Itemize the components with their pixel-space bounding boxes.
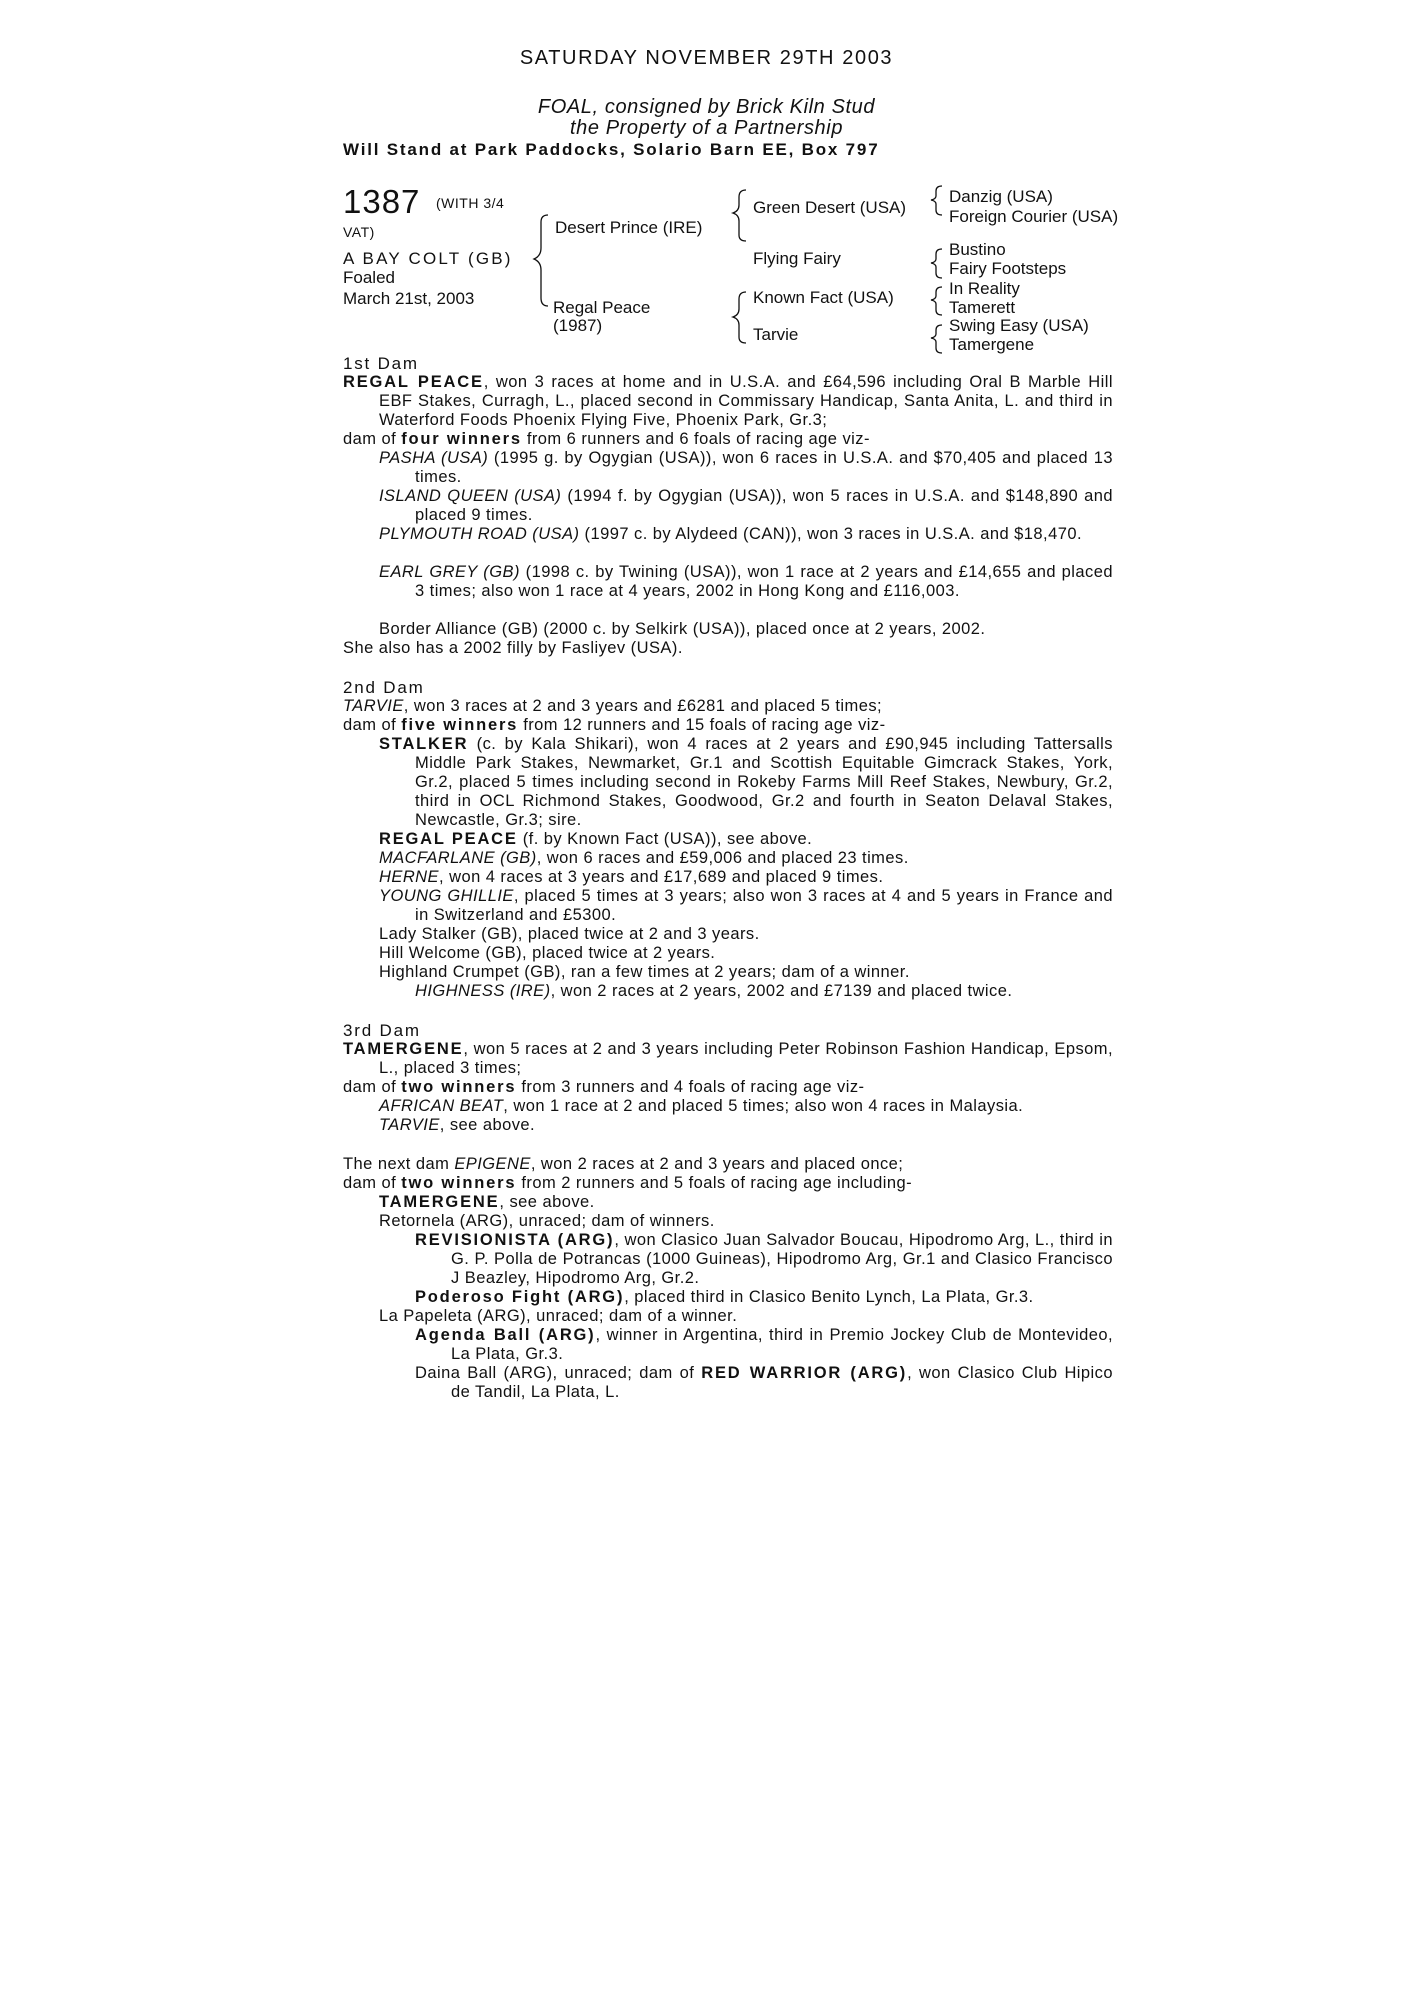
sd-sire: Bustino	[949, 240, 1006, 259]
brace-sire	[733, 190, 746, 241]
first-dam-record: REGAL PEACE, won 3 races at home and in U.S.A. and £64,596 including Oral B Marble Hill EBF Stakes, Curragh, L., placed second in Commissary Handicap, Santa Anita, L. and third in Waterford Foods Phoenix Flying Five, Phoenix Park, Gr.3;	[343, 373, 1113, 429]
list-item: PLYMOUTH ROAD (USA) (1997 c. by Alydeed (CAN)), won 3 races in U.S.A. and $18,470.	[379, 525, 1082, 543]
third-dam-heading: 3rd Dam	[343, 1021, 421, 1040]
consignor-line: FOAL, consigned by Brick Kiln Stud	[537, 96, 876, 118]
list-item: Daina Ball (ARG), unraced; dam of RED WARRIOR (ARG), won Clasico Club Hipico de Tandil, La Plata, L.	[415, 1364, 1113, 1401]
brace-sd	[931, 249, 942, 278]
stand-location: Will Stand at Park Paddocks, Solario Barn EE, Box 797	[343, 140, 880, 159]
first-dam-heading: 1st Dam	[343, 354, 419, 373]
list-item: Hill Welcome (GB), placed twice at 2 years.	[379, 944, 716, 962]
third-dam-name: TAMERGENE	[343, 1040, 464, 1058]
next-dam-produce: dam of two winners from 2 runners and 5 foals of racing age including-	[343, 1174, 913, 1192]
list-item: Agenda Ball (ARG), winner in Argentina, third in Premio Jockey Club de Montevideo, La Plata, Gr.3.	[415, 1326, 1113, 1363]
lot-title: A BAY COLT (GB)	[343, 249, 513, 268]
vat-note-b: VAT)	[343, 224, 375, 240]
next-dam-record: The next dam EPIGENE, won 2 races at 2 and 3 years and placed once;	[343, 1155, 904, 1173]
brace-ss	[931, 186, 942, 215]
first-dam-also: She also has a 2002 filly by Fasliyev (USA).	[343, 639, 683, 657]
first-dam-produce: dam of four winners from 6 runners and 6 foals of racing age viz-	[343, 430, 870, 448]
list-item: La Papeleta (ARG), unraced; dam of a winner.	[379, 1307, 738, 1325]
list-item: HERNE, won 4 races at 3 years and £17,689 and placed 9 times.	[379, 868, 884, 886]
sire-sire: Green Desert (USA)	[753, 198, 907, 217]
list-item: ISLAND QUEEN (USA) (1994 f. by Ogygian (USA)), won 5 races in U.S.A. and $148,890 and placed 9 times.	[379, 487, 1114, 524]
list-item: AFRICAN BEAT, won 1 race at 2 and placed 5 times; also won 4 races in Malaysia.	[379, 1097, 1024, 1115]
list-item: MACFARLANE (GB), won 6 races and £59,006 and placed 23 times.	[379, 849, 909, 867]
sire-dam: Flying Fairy	[753, 249, 841, 268]
list-item: REGAL PEACE (f. by Known Fact (USA)), see above.	[379, 830, 813, 848]
next-dam-name: EPIGENE	[454, 1155, 531, 1173]
sire: Desert Prince (IRE)	[555, 218, 703, 237]
dd-sire: Swing Easy (USA)	[949, 316, 1089, 335]
brace-ds	[931, 287, 942, 315]
dam-year: (1987)	[553, 316, 603, 335]
ds-dam: Tamerett	[949, 298, 1016, 317]
property-line: the Property of a Partnership	[569, 117, 844, 139]
sale-date: SATURDAY NOVEMBER 29TH 2003	[519, 47, 894, 69]
list-item: PASHA (USA) (1995 g. by Ogygian (USA)), won 6 races in U.S.A. and $70,405 and placed 13 times.	[379, 449, 1113, 486]
dam: Regal Peace	[553, 298, 651, 317]
second-dam-heading: 2nd Dam	[343, 678, 425, 697]
list-item: Lady Stalker (GB), placed twice at 2 and 3 years.	[379, 925, 760, 943]
dam-sire: Known Fact (USA)	[753, 288, 894, 307]
second-dam-produce: dam of five winners from 12 runners and 15 foals of racing age viz-	[343, 716, 886, 734]
brace-dd	[931, 325, 942, 353]
brace-main	[534, 215, 548, 306]
first-dam-name: REGAL PEACE	[343, 373, 484, 391]
brace-dam	[733, 292, 746, 343]
third-dam-produce: dam of two winners from 3 runners and 4 foals of racing age viz-	[343, 1078, 865, 1096]
ds-sire: In Reality	[949, 279, 1020, 298]
list-item: YOUNG GHILLIE, placed 5 times at 3 years; also won 3 races at 4 and 5 years in France and in Switzerland and £5300.	[379, 887, 1113, 924]
dam-dam: Tarvie	[753, 325, 799, 344]
list-item: TARVIE, see above.	[379, 1116, 536, 1134]
list-item: HIGHNESS (IRE), won 2 races at 2 years, 2002 and £7139 and placed twice.	[415, 982, 1013, 1000]
pedigree-braces	[0, 0, 1413, 360]
foaled-label: Foaled	[343, 268, 395, 287]
foal-date: March 21st, 2003	[343, 289, 475, 308]
third-dam-record: TAMERGENE, won 5 races at 2 and 3 years including Peter Robinson Fashion Handicap, Epsom, L., placed 3 times;	[343, 1040, 1113, 1077]
vat-note-a: (WITH 3/4	[436, 195, 505, 211]
dd-dam: Tamergene	[949, 335, 1035, 354]
lot-number: 1387	[343, 183, 421, 220]
list-item: REVISIONISTA (ARG), won Clasico Juan Salvador Boucau, Hipodromo Arg, L., third in G. P. Polla de Potrancas (1000 Guineas), Hipodromo Arg, Gr.1 and Clasico Francisco J Beazley, Hipodromo Arg, Gr.2.	[415, 1231, 1113, 1287]
list-item: Retornela (ARG), unraced; dam of winners.	[379, 1212, 715, 1230]
sd-dam: Fairy Footsteps	[949, 259, 1067, 278]
second-dam-name: TARVIE	[343, 697, 404, 715]
list-item: Border Alliance (GB) (2000 c. by Selkirk (USA)), placed once at 2 years, 2002.	[379, 620, 986, 638]
second-dam-record: TARVIE, won 3 races at 2 and 3 years and £6281 and placed 5 times;	[343, 697, 883, 715]
list-item: Highland Crumpet (GB), ran a few times at 2 years; dam of a winner.	[379, 963, 910, 981]
ss-sire: Danzig (USA)	[949, 187, 1053, 206]
list-item: EARL GREY (GB) (1998 c. by Twining (USA)), won 1 race at 2 years and £14,655 and placed 3 times; also won 1 race at 4 years, 2002 in Hong Kong and £116,003.	[379, 563, 1113, 600]
ss-dam: Foreign Courier (USA)	[949, 207, 1119, 226]
list-item: TAMERGENE, see above.	[379, 1193, 595, 1211]
list-item: STALKER (c. by Kala Shikari), won 4 races at 2 years and £90,945 including Tattersalls Middle Park Stakes, Newmarket, Gr.1 and Scottish Equitable Gimcrack Stakes, York, Gr.2, placed 5 times including second in Rokeby Farms Mill Reef Stakes, Newbury, Gr.2, third in OCL Richmond Stakes, Goodwood, Gr.2 and fourth in Seaton Delaval Stakes, Newcastle, Gr.3; sire.	[379, 735, 1113, 829]
list-item: Poderoso Fight (ARG), placed third in Clasico Benito Lynch, La Plata, Gr.3.	[415, 1288, 1034, 1306]
